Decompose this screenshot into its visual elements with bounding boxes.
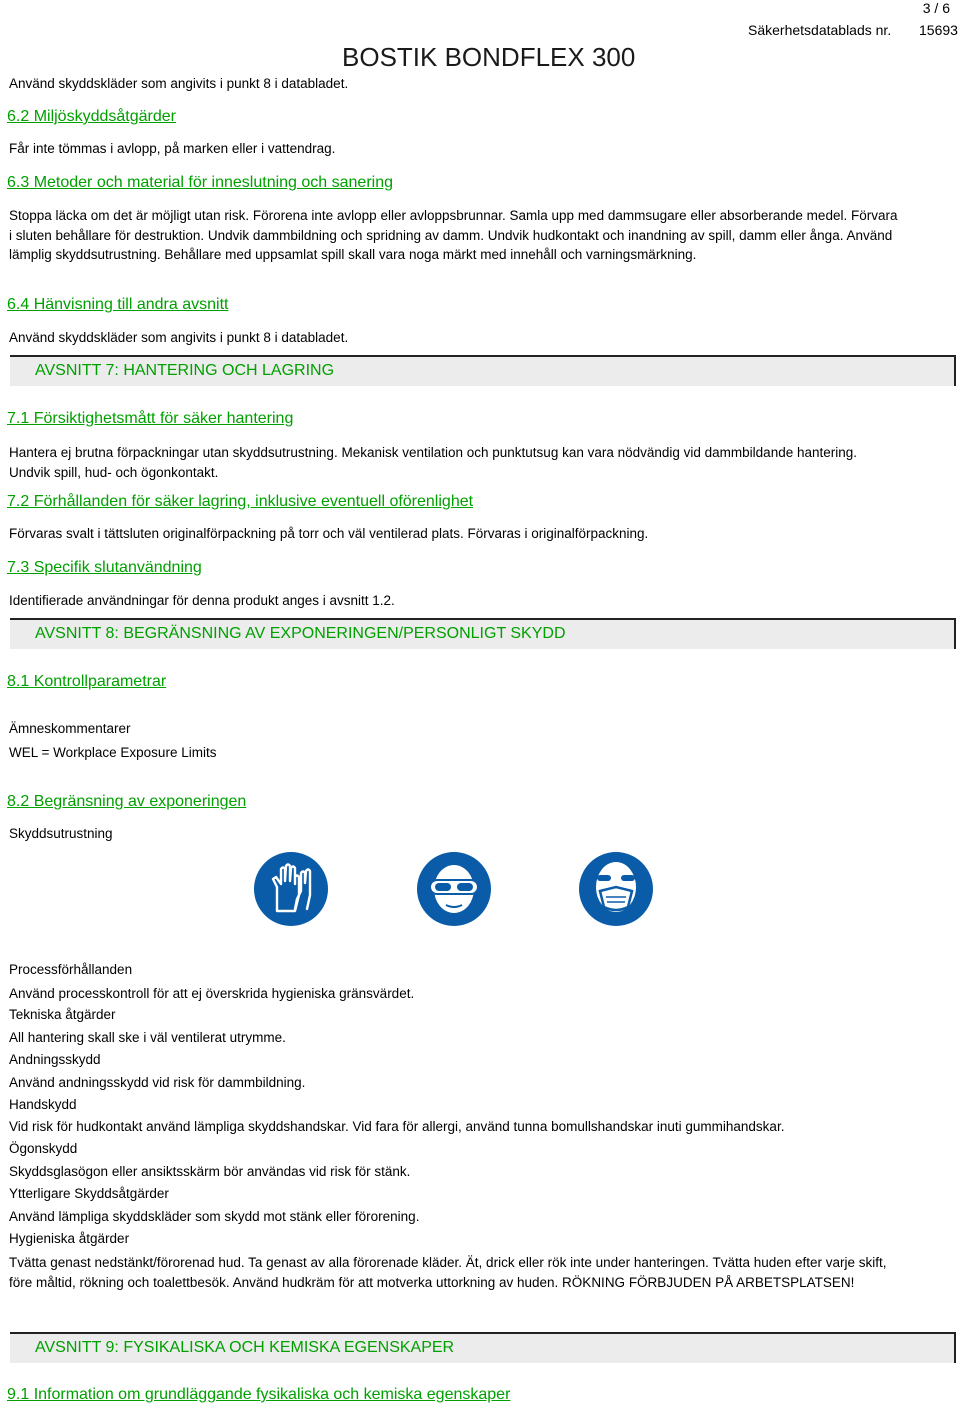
wel-text: WEL = Workplace Exposure Limits <box>9 745 217 760</box>
heading-7-2: 7.2 Förhållanden för säker lagring, inklusive eventuell oförenlighet <box>7 493 474 510</box>
process-text: Använd processkontroll för att ej överskrida hygieniska gränsvärdet. <box>9 986 415 1001</box>
gloves-icon <box>253 851 329 927</box>
tech-text: All hantering skall ske i väl ventilerat utrymme. <box>9 1030 286 1045</box>
heading-9-1: 9.1 Information om grundläggande fysikaliska och kemiska egenskaper <box>7 1386 511 1403</box>
text-6-4: Använd skyddskläder som angivits i punkt 8 i databladet. <box>9 330 349 345</box>
eye-label: Ögonskydd <box>9 1141 78 1156</box>
text-6-3: Stoppa läcka om det är möjligt utan risk. Förorena inte avlopp eller avloppsbrunnar. Samla upp med dammsugare eller absorberande medel. Förvara i sluten behållare för destruktion. Undvik dammbildning och spridning av damm. Undvik hudkontakt och inandning av spill, damm eller ånga. Använd lämplig skyddsutrustning. Behållare med uppsamlat spill skall vara noga märkt med innehåll och varningsmärkning. <box>9 208 898 262</box>
heading-8-2: 8.2 Begränsning av exponeringen <box>7 793 247 810</box>
section-7-title: AVSNITT 7: HANTERING OCH LAGRING <box>35 362 335 379</box>
product-name: BOSTIK BONDFLEX 300 <box>342 42 636 72</box>
process-label: Processförhållanden <box>9 962 133 977</box>
hygiene-text: Tvätta genast nedstänkt/förorenad hud. Ta genast av alla förorenade kläder. Ät, drick eller rök inte under hanteringen. Tvätta huden efter varje skift, före måltid, rökning och toalettbesök. Använd hudkräm för att motverka uttorkning av huden. RÖKNING FÖRBJUDEN PÅ ARBETSPLATSEN! <box>9 1255 887 1290</box>
eye-text: Skyddsglasögon eller ansiktsskärm bör användas vid risk för stänk. <box>9 1164 411 1179</box>
hygiene-label: Hygieniska åtgärder <box>9 1231 130 1246</box>
ppe-label: Skyddsutrustning <box>9 826 113 841</box>
heading-6-4: 6.4 Hänvisning till andra avsnitt <box>7 296 229 313</box>
sds-number: 15693 <box>919 22 958 38</box>
resp-label: Andningsskydd <box>9 1052 101 1067</box>
heading-7-3: 7.3 Specifik slutanvändning <box>7 559 202 576</box>
section-8-title: AVSNITT 8: BEGRÄNSNING AV EXPONERINGEN/PERSONLIGT SKYDD <box>35 625 566 642</box>
section-7-bar <box>10 355 956 386</box>
other-label: Ytterligare Skyddsåtgärder <box>9 1186 169 1201</box>
goggles-icon <box>416 851 492 927</box>
other-text: Använd lämpliga skyddskläder som skydd mot stänk eller förorening. <box>9 1209 420 1224</box>
comments-label: Ämneskommentarer <box>9 721 131 736</box>
hand-text: Vid risk för hudkontakt använd lämpliga skyddshandskar. Vid fara för allergi, använd tunna bomullshandskar inuti gummihandskar. <box>9 1119 785 1134</box>
text-7-2: Förvaras svalt i tättsluten originalförpackning på torr och väl ventilerad plats. Förvaras i originalförpackning. <box>9 526 649 541</box>
page-number: 3 / 6 <box>922 0 950 16</box>
heading-8-1: 8.1 Kontrollparametrar <box>7 673 167 690</box>
tech-label: Tekniska åtgärder <box>9 1007 116 1022</box>
section-9-title: AVSNITT 9: FYSIKALISKA OCH KEMISKA EGENSKAPER <box>35 1339 455 1356</box>
text-6-2: Får inte tömmas i avlopp, på marken eller i vattendrag. <box>9 141 336 156</box>
sds-label: Säkerhetsdatablads nr. <box>748 22 892 38</box>
text-7-3: Identifierade användningar för denna produkt anges i avsnitt 1.2. <box>9 593 395 608</box>
resp-text: Använd andningsskydd vid risk för dammbildning. <box>9 1075 306 1090</box>
text-7-1: Hantera ej brutna förpackningar utan skyddsutrustning. Mekanisk ventilation och punktutsug kan vara nödvändig vid dammbildande hantering. Undvik spill, hud- och ögonkontakt. <box>9 445 858 480</box>
section-9-bar <box>10 1332 956 1363</box>
hand-label: Handskydd <box>9 1097 77 1112</box>
heading-6-3: 6.3 Metoder och material för inneslutning och sanering <box>7 174 393 191</box>
heading-7-1: 7.1 Försiktighetsmått för säker hantering <box>7 410 294 427</box>
heading-6-2: 6.2 Miljöskyddsåtgärder <box>7 108 176 125</box>
dust-mask-icon <box>578 851 654 927</box>
top-text: Använd skyddskläder som angivits i punkt 8 i databladet. <box>9 76 349 91</box>
section-8-bar <box>10 618 956 649</box>
